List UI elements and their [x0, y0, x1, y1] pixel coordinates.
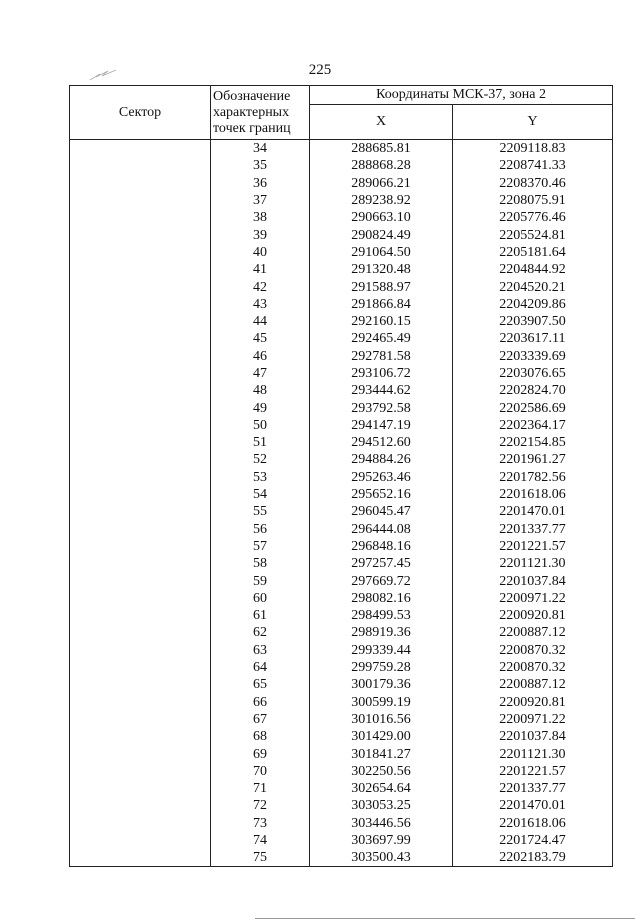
y-coordinate: 2204844.92: [453, 261, 613, 278]
table-row: [70, 382, 613, 399]
x-coordinate: 303697.99: [310, 832, 453, 849]
table-row: [70, 521, 613, 538]
sector-cell: [70, 226, 211, 243]
point-designation: 43: [211, 296, 310, 313]
x-coordinate: 297257.45: [310, 555, 453, 572]
point-designation: 36: [211, 175, 310, 192]
table-row: [70, 417, 613, 434]
point-designation: 73: [211, 815, 310, 832]
y-coordinate: 2200887.12: [453, 624, 613, 641]
x-coordinate: 291320.48: [310, 261, 453, 278]
y-coordinate: 2201782.56: [453, 469, 613, 486]
point-designation: 68: [211, 728, 310, 745]
x-coordinate: 298499.53: [310, 607, 453, 624]
sector-cell: [70, 157, 211, 174]
sector-cell: [70, 175, 211, 192]
sector-cell: [70, 745, 211, 762]
table-row: [70, 313, 613, 330]
point-designation: 58: [211, 555, 310, 572]
point-designation: 34: [211, 140, 310, 158]
table-row: [70, 797, 613, 814]
table-row: [70, 780, 613, 797]
sector-cell: [70, 607, 211, 624]
y-coordinate: 2205524.81: [453, 226, 613, 243]
y-coordinate: 2203907.50: [453, 313, 613, 330]
table-row: [70, 209, 613, 226]
y-coordinate: 2200887.12: [453, 676, 613, 693]
point-designation: 55: [211, 503, 310, 520]
table-row: [70, 261, 613, 278]
point-designation: 47: [211, 365, 310, 382]
point-designation: 42: [211, 278, 310, 295]
point-designation: 61: [211, 607, 310, 624]
x-coordinate: 299759.28: [310, 659, 453, 676]
table-row: [70, 624, 613, 641]
x-coordinate: 292781.58: [310, 348, 453, 365]
table-row: [70, 711, 613, 728]
sector-cell: [70, 815, 211, 832]
x-coordinate: 289238.92: [310, 192, 453, 209]
sector-cell: [70, 676, 211, 693]
y-coordinate: 2200920.81: [453, 607, 613, 624]
sector-cell: [70, 330, 211, 347]
table-row: [70, 365, 613, 382]
table-row: [70, 815, 613, 832]
point-designation: 64: [211, 659, 310, 676]
table-row: [70, 399, 613, 416]
table-row: [70, 296, 613, 313]
sector-cell: [70, 832, 211, 849]
x-coordinate: 303500.43: [310, 849, 453, 867]
point-designation: 62: [211, 624, 310, 641]
sector-cell: [70, 244, 211, 261]
y-coordinate: 2203617.11: [453, 330, 613, 347]
y-coordinate: 2208741.33: [453, 157, 613, 174]
x-coordinate: 293792.58: [310, 399, 453, 416]
x-coordinate: 303053.25: [310, 797, 453, 814]
x-coordinate: 288868.28: [310, 157, 453, 174]
point-designation: 38: [211, 209, 310, 226]
point-designation: 51: [211, 434, 310, 451]
y-coordinate: 2202154.85: [453, 434, 613, 451]
designation-column-header: [211, 86, 310, 140]
point-designation: 63: [211, 642, 310, 659]
x-coordinate: 292160.15: [310, 313, 453, 330]
y-coordinate: 2201037.84: [453, 572, 613, 589]
table-row: [70, 192, 613, 209]
table-row: [70, 469, 613, 486]
point-designation: 56: [211, 521, 310, 538]
table-row: [70, 590, 613, 607]
y-coordinate: 2201037.84: [453, 728, 613, 745]
y-coordinate: 2200971.22: [453, 711, 613, 728]
sector-cell: [70, 763, 211, 780]
y-coordinate: 2201121.30: [453, 555, 613, 572]
x-coordinate: 289066.21: [310, 175, 453, 192]
sector-cell: [70, 538, 211, 555]
point-designation: 52: [211, 451, 310, 468]
point-designation: 53: [211, 469, 310, 486]
sector-column-header: Сектор: [70, 86, 211, 140]
sector-cell: [70, 849, 211, 867]
table-row: [70, 676, 613, 693]
sector-cell: [70, 278, 211, 295]
sector-cell: [70, 313, 211, 330]
y-coordinate: 2208075.91: [453, 192, 613, 209]
x-column-header: X: [310, 105, 453, 140]
table-row: [70, 244, 613, 261]
point-designation: 37: [211, 192, 310, 209]
y-coordinate: 2201618.06: [453, 815, 613, 832]
table-row: [70, 140, 613, 158]
pen-mark-scribble: [88, 68, 120, 82]
x-coordinate: 296848.16: [310, 538, 453, 555]
x-coordinate: 302654.64: [310, 780, 453, 797]
sector-cell: [70, 694, 211, 711]
x-coordinate: 294884.26: [310, 451, 453, 468]
sector-cell: [70, 399, 211, 416]
x-coordinate: 296444.08: [310, 521, 453, 538]
designation-header-line-3: точек границ: [213, 120, 291, 136]
x-coordinate: 298919.36: [310, 624, 453, 641]
x-coordinate: 295263.46: [310, 469, 453, 486]
table-row: [70, 434, 613, 451]
page-number: 225: [308, 62, 332, 78]
y-coordinate: 2202183.79: [453, 849, 613, 867]
sector-cell: [70, 624, 211, 641]
table-row: [70, 538, 613, 555]
point-designation: 39: [211, 226, 310, 243]
point-designation: 66: [211, 694, 310, 711]
point-designation: 49: [211, 399, 310, 416]
sector-cell: [70, 572, 211, 589]
point-designation: 50: [211, 417, 310, 434]
table-row: [70, 763, 613, 780]
y-coordinate: 2201470.01: [453, 503, 613, 520]
x-coordinate: 302250.56: [310, 763, 453, 780]
x-coordinate: 298082.16: [310, 590, 453, 607]
x-coordinate: 301841.27: [310, 745, 453, 762]
y-coordinate: 2205776.46: [453, 209, 613, 226]
table-row: [70, 503, 613, 520]
table-row: [70, 555, 613, 572]
table-row: [70, 694, 613, 711]
point-designation: 46: [211, 348, 310, 365]
y-coordinate: 2202364.17: [453, 417, 613, 434]
coordinates-table: [69, 85, 613, 867]
point-designation: 41: [211, 261, 310, 278]
x-coordinate: 294512.60: [310, 434, 453, 451]
x-coordinate: 291588.97: [310, 278, 453, 295]
y-coordinate: 2201961.27: [453, 451, 613, 468]
sector-cell: [70, 382, 211, 399]
y-coordinate: 2201221.57: [453, 538, 613, 555]
point-designation: 60: [211, 590, 310, 607]
sector-cell: [70, 348, 211, 365]
y-coordinate: 2202586.69: [453, 399, 613, 416]
y-coordinate: 2201618.06: [453, 486, 613, 503]
y-coordinate: 2208370.46: [453, 175, 613, 192]
x-coordinate: 292465.49: [310, 330, 453, 347]
x-coordinate: 303446.56: [310, 815, 453, 832]
table-row: [70, 607, 613, 624]
sector-cell: [70, 659, 211, 676]
y-coordinate: 2200870.32: [453, 659, 613, 676]
x-coordinate: 293444.62: [310, 382, 453, 399]
point-designation: 54: [211, 486, 310, 503]
x-coordinate: 299339.44: [310, 642, 453, 659]
coordinates-group-header: Координаты МСК-37, зона 2: [310, 86, 613, 105]
point-designation: 48: [211, 382, 310, 399]
y-coordinate: 2201724.47: [453, 832, 613, 849]
y-column-header: Y: [453, 105, 613, 140]
x-coordinate: 293106.72: [310, 365, 453, 382]
designation-header-line-1: Обозначение: [213, 88, 291, 104]
point-designation: 69: [211, 745, 310, 762]
table-row: [70, 642, 613, 659]
x-coordinate: 300599.19: [310, 694, 453, 711]
y-coordinate: 2209118.83: [453, 140, 613, 158]
sector-cell: [70, 503, 211, 520]
x-coordinate: 297669.72: [310, 572, 453, 589]
table-row: [70, 330, 613, 347]
point-designation: 70: [211, 763, 310, 780]
x-coordinate: 290824.49: [310, 226, 453, 243]
point-designation: 44: [211, 313, 310, 330]
sector-cell: [70, 434, 211, 451]
sector-cell: [70, 521, 211, 538]
sector-cell: [70, 555, 211, 572]
x-coordinate: 295652.16: [310, 486, 453, 503]
y-coordinate: 2200920.81: [453, 694, 613, 711]
point-designation: 67: [211, 711, 310, 728]
table-row: [70, 659, 613, 676]
sector-cell: [70, 209, 211, 226]
table-row: [70, 278, 613, 295]
sector-cell: [70, 728, 211, 745]
y-coordinate: 2201121.30: [453, 745, 613, 762]
table-row: [70, 348, 613, 365]
sector-cell: [70, 296, 211, 313]
sector-cell: [70, 451, 211, 468]
table-row: [70, 226, 613, 243]
point-designation: 75: [211, 849, 310, 867]
x-coordinate: 296045.47: [310, 503, 453, 520]
table-row: [70, 157, 613, 174]
y-coordinate: 2202824.70: [453, 382, 613, 399]
scan-edge-line: [255, 918, 635, 919]
y-coordinate: 2203076.65: [453, 365, 613, 382]
coordinates-table-body: [70, 140, 613, 867]
x-coordinate: 301429.00: [310, 728, 453, 745]
x-coordinate: 291064.50: [310, 244, 453, 261]
y-coordinate: 2201337.77: [453, 521, 613, 538]
y-coordinate: 2200971.22: [453, 590, 613, 607]
sector-cell: [70, 590, 211, 607]
sector-cell: [70, 365, 211, 382]
point-designation: 72: [211, 797, 310, 814]
point-designation: 45: [211, 330, 310, 347]
sector-cell: [70, 780, 211, 797]
sector-cell: [70, 192, 211, 209]
x-coordinate: 301016.56: [310, 711, 453, 728]
table-row: [70, 451, 613, 468]
x-coordinate: 290663.10: [310, 209, 453, 226]
sector-cell: [70, 711, 211, 728]
x-coordinate: 288685.81: [310, 140, 453, 158]
sector-cell: [70, 642, 211, 659]
y-coordinate: 2200870.32: [453, 642, 613, 659]
sector-cell: [70, 140, 211, 158]
table-row: [70, 728, 613, 745]
table-row: [70, 832, 613, 849]
y-coordinate: 2205181.64: [453, 244, 613, 261]
y-coordinate: 2201337.77: [453, 780, 613, 797]
table-row: [70, 745, 613, 762]
point-designation: 65: [211, 676, 310, 693]
designation-header-line-2: характерных: [213, 104, 290, 120]
x-coordinate: 294147.19: [310, 417, 453, 434]
y-coordinate: 2204520.21: [453, 278, 613, 295]
y-coordinate: 2204209.86: [453, 296, 613, 313]
table-row: [70, 572, 613, 589]
y-coordinate: 2201470.01: [453, 797, 613, 814]
x-coordinate: 300179.36: [310, 676, 453, 693]
point-designation: 57: [211, 538, 310, 555]
sector-cell: [70, 486, 211, 503]
point-designation: 71: [211, 780, 310, 797]
point-designation: 59: [211, 572, 310, 589]
x-coordinate: 291866.84: [310, 296, 453, 313]
sector-cell: [70, 797, 211, 814]
table-row: [70, 175, 613, 192]
y-coordinate: 2203339.69: [453, 348, 613, 365]
sector-cell: [70, 417, 211, 434]
point-designation: 74: [211, 832, 310, 849]
sector-cell: [70, 261, 211, 278]
table-row: [70, 849, 613, 867]
point-designation: 40: [211, 244, 310, 261]
sector-cell: [70, 469, 211, 486]
point-designation: 35: [211, 157, 310, 174]
table-row: [70, 486, 613, 503]
y-coordinate: 2201221.57: [453, 763, 613, 780]
